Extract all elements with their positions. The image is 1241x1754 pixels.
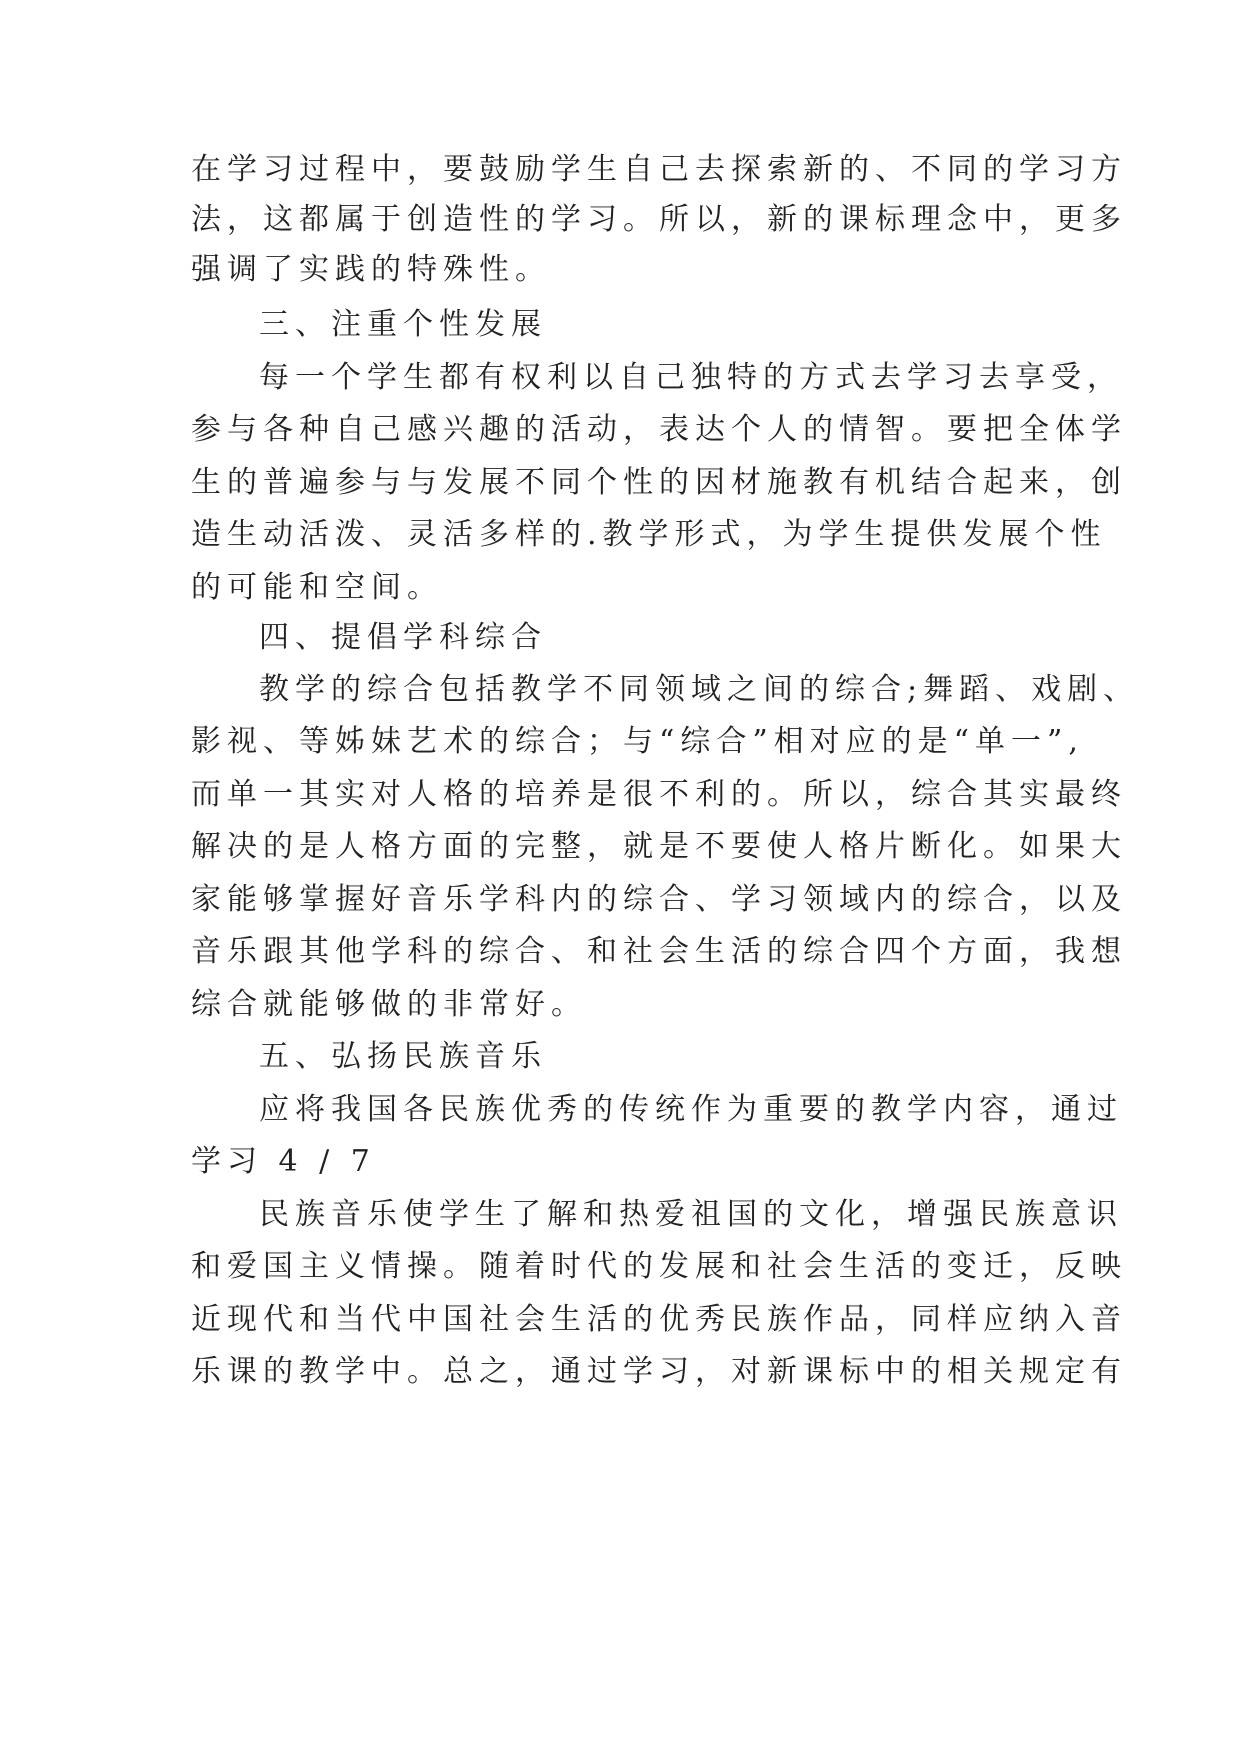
paragraph-line-with-page-number: 学习 4 / 7 (191, 1144, 376, 1179)
paragraph-line: 每一个学生都有权利以自己独特的方式去学习去享受， (259, 360, 1123, 395)
paragraph-line: 强调了实践的特殊性。 (191, 252, 551, 287)
paragraph-line: 乐课的教学中。总之，通过学习，对新课标中的相关规定有 (191, 1354, 1127, 1389)
paragraph-line: 音乐跟其他学科的综合、和社会生活的综合四个方面，我想 (191, 934, 1127, 969)
paragraph-line: 综合就能够做的非常好。 (191, 987, 587, 1022)
paragraph-line: 参与各种自己感兴趣的活动，表达个人的情智。要把全体学 (191, 412, 1127, 447)
paragraph-line: 法，这都属于创造性的学习。所以，新的课标理念中，更多 (191, 202, 1127, 237)
paragraph-line: 教学的综合包括教学不同领域之间的综合;舞蹈、戏剧、 (259, 672, 1140, 707)
paragraph-line: 的可能和空间。 (191, 570, 443, 605)
paragraph-line: 应将我国各民族优秀的传统作为重要的教学内容，通过 (259, 1092, 1123, 1127)
section-heading: 五、弘扬民族音乐 (259, 1039, 547, 1074)
paragraph-line: 而单一其实对人格的培养是很不利的。所以，综合其实最终 (191, 777, 1127, 812)
paragraph-line: 生的普遍参与与发展不同个性的因材施教有机结合起来，创 (191, 465, 1127, 500)
paragraph-line: 在学习过程中，要鼓励学生自己去探索新的、不同的学习方 (191, 152, 1127, 187)
paragraph-line: 影视、等姊妹艺术的综合；与“综合”相对应的是“单一”, (191, 724, 1084, 759)
paragraph-line: 造生动活泼、灵活多样的.教学形式，为学生提供发展个性 (191, 517, 1107, 552)
paragraph-line: 近现代和当代中国社会生活的优秀民族作品，同样应纳入音 (191, 1302, 1127, 1337)
section-heading: 三、注重个性发展 (259, 307, 547, 342)
paragraph-line: 和爱国主义情操。随着时代的发展和社会生活的变迁，反映 (191, 1249, 1127, 1284)
paragraph-line: 解决的是人格方面的完整，就是不要使人格片断化。如果大 (191, 829, 1127, 864)
paragraph-line: 家能够掌握好音乐学科内的综合、学习领域内的综合，以及 (191, 882, 1127, 917)
section-heading: 四、提倡学科综合 (259, 620, 547, 655)
paragraph-line: 民族音乐使学生了解和热爱祖国的文化，增强民族意识 (259, 1197, 1123, 1232)
